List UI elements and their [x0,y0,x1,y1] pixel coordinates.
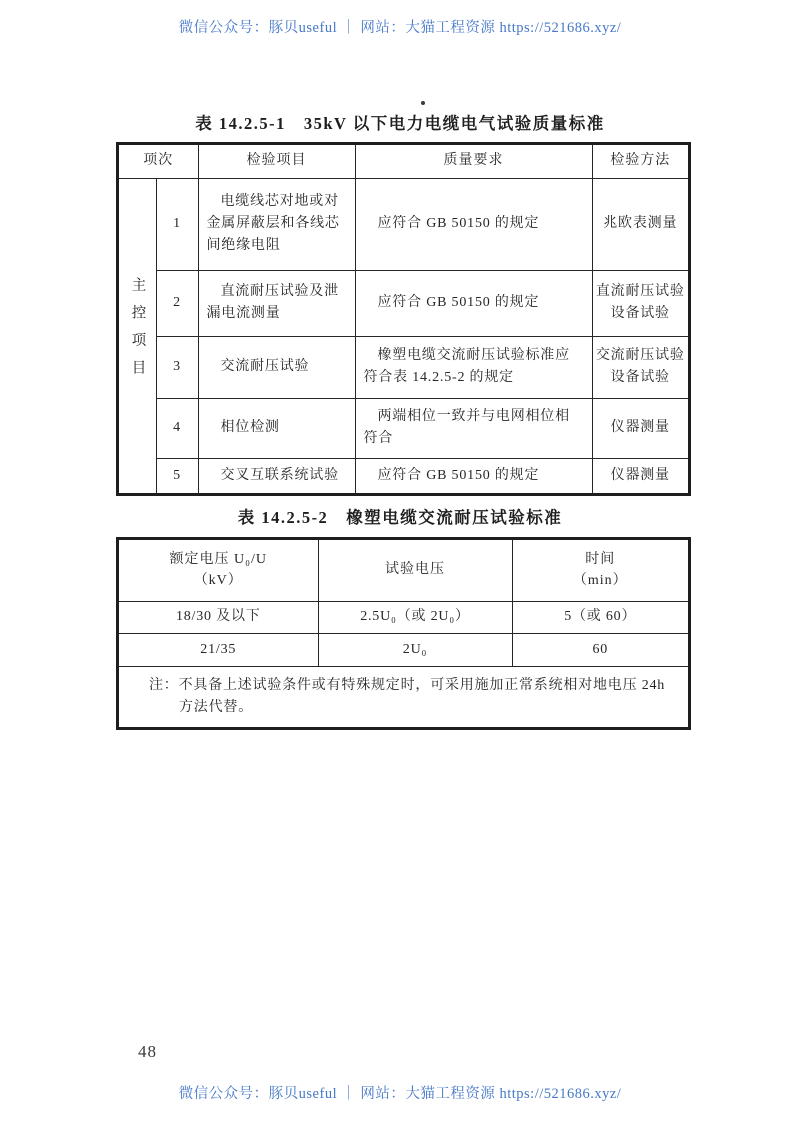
t2-row1-voltage: 18/30 及以下 [118,601,318,633]
ink-dot [421,101,425,105]
table1-header-row [118,144,689,178]
t2-row2-voltage: 21/35 [118,633,318,666]
row4-no: 4 [156,398,198,458]
row2-requirement: 应符合 GB 50150 的规定 [355,270,592,336]
table1-header-method: 检验方法 [592,144,689,178]
table1-header-index: 项次 [118,144,198,178]
row1-requirement: 应符合 GB 50150 的规定 [355,178,592,270]
table-row [118,601,689,633]
table2-title: 表 14.2.5-2 橡塑电缆交流耐压试验标准 [237,508,563,527]
table-row [118,178,689,270]
row4-item: 相位检测 [198,398,355,458]
table1-header-requirement: 质量要求 [355,144,592,178]
table-row [118,633,689,666]
table1-quality-standards [117,143,690,495]
row1-method: 兆欧表测量 [592,178,689,270]
row1-item: 电缆线芯对地或对金属屏蔽层和各线芯间绝缘电阻 [198,178,355,270]
row5-method: 仪器测量 [592,458,689,494]
t2-row1-time: 5（或 60） [512,601,689,633]
footer-watermark: 微信公众号：豚贝useful ｜ 网站：大猫工程资源 https://521686.xyz/ [178,1086,622,1102]
table-row [118,458,689,494]
table2-header-row [118,539,689,601]
t2-row2-test-voltage: 2U₀ [318,633,512,666]
table-row [118,398,689,458]
row2-no: 2 [156,270,198,336]
table-row [118,270,689,336]
t2-row2-time: 60 [512,633,689,666]
table1-title: 表 14.2.5-1 35kV 以下电力电缆电气试验质量标准 [195,114,605,133]
row1-no: 1 [156,178,198,270]
row2-method: 直流耐压试验设备试验 [592,270,689,336]
row3-requirement: 橡塑电缆交流耐压试验标准应符合表 14.2.5-2 的规定 [355,336,592,398]
row4-method: 仪器测量 [592,398,689,458]
table1-header-item: 检验项目 [198,144,355,178]
table2-note-row [118,666,689,728]
table1-row-group-label: 主控项目 [118,178,156,494]
table2-header-test-voltage: 试验电压 [318,539,512,601]
row2-item: 直流耐压试验及泄漏电流测量 [198,270,355,336]
row3-no: 3 [156,336,198,398]
table2-header-voltage: 额定电压 U₀/U （kV） [118,539,318,601]
row4-requirement: 两端相位一致并与电网相位相符合 [355,398,592,458]
header-watermark: 微信公众号：豚贝useful ｜ 网站：大猫工程资源 https://521686.xyz/ [178,20,622,36]
row5-item: 交叉互联系统试验 [198,458,355,494]
row5-no: 5 [156,458,198,494]
table2-header-time: 时间 （min） [512,539,689,601]
table-row [118,336,689,398]
row3-item: 交流耐压试验 [198,336,355,398]
table2-note: 注：不具备上述试验条件或有特殊规定时，可采用施加正常系统相对地电压 24h 方法代替。 [118,666,689,728]
page-number: 48 [138,1042,157,1061]
t2-row1-test-voltage: 2.5U₀（或 2U₀） [318,601,512,633]
table2-ac-withstand-test [117,538,690,729]
row5-requirement: 应符合 GB 50150 的规定 [355,458,592,494]
row3-method: 交流耐压试验设备试验 [592,336,689,398]
